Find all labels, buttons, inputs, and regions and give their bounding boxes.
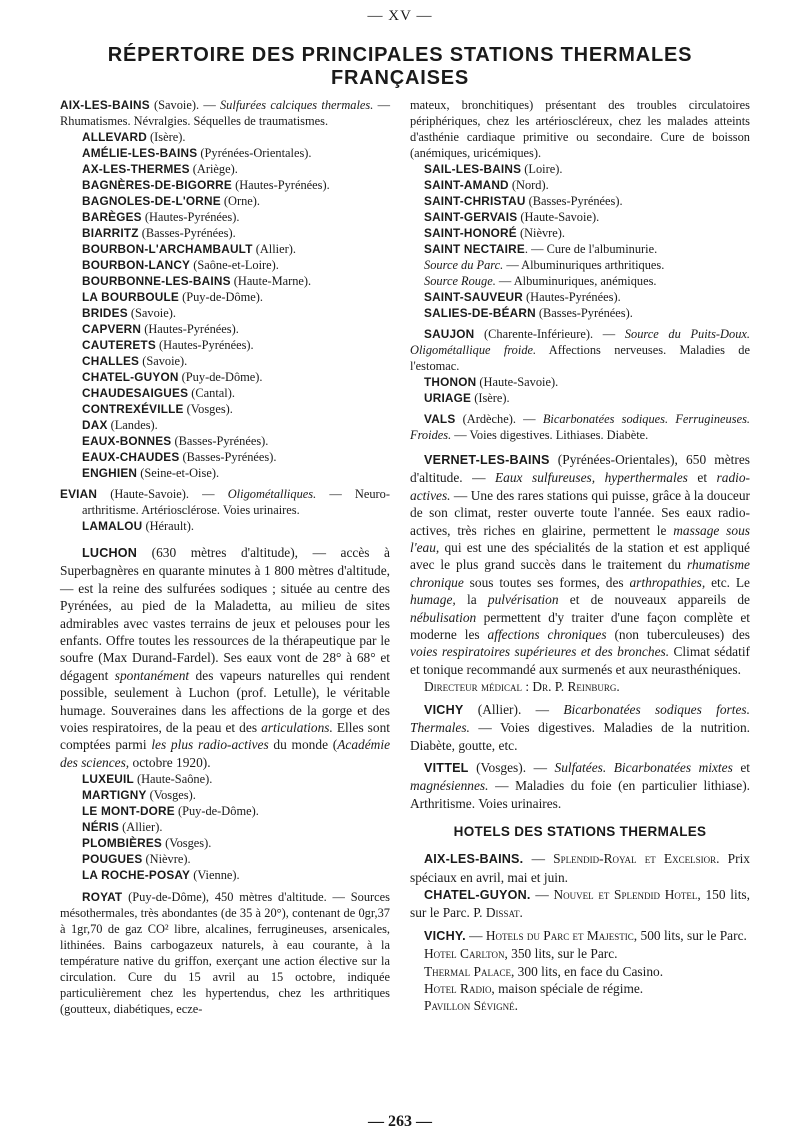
- list-item: [82, 401, 390, 417]
- entry-text: — Albuminuriques arthritiques.: [503, 258, 665, 272]
- entry-royat: [60, 889, 390, 1017]
- station-name: CHATEL-GUYON: [82, 370, 179, 384]
- entry-italic: Académie des sciences,: [60, 737, 391, 770]
- station-region: (Landes).: [107, 418, 158, 432]
- station-list-4: [410, 289, 750, 321]
- station-region: (Allier).: [252, 242, 296, 256]
- list-item: [82, 465, 390, 481]
- station-name: BOURBON-L'ARCHAMBAULT: [82, 242, 253, 256]
- hotel-name: Hotel Radio,: [424, 980, 495, 996]
- hotel-name: Pavillon Sévigné.: [424, 998, 518, 1014]
- station-name: BAGNOLES-DE-L'ORNE: [82, 194, 221, 208]
- hotel-chatel-guyon: [410, 886, 750, 922]
- station-name: CHAUDESAIGUES: [82, 386, 189, 400]
- station-name: AIX-LES-BAINS: [60, 98, 150, 112]
- entry-text: (Haute-Savoie). —: [97, 487, 228, 501]
- station-name: BRIDES: [82, 306, 128, 320]
- station-list-3: [410, 161, 750, 257]
- entry-text: . — Cure de l'albuminurie.: [524, 242, 658, 256]
- entry-italic: nébulisation: [410, 609, 477, 625]
- hotel-aix-les-bains: [410, 850, 750, 886]
- station-name: CAUTERETS: [82, 338, 156, 352]
- water-type: Bicarbonatées sodiques fortes. Thermales.: [410, 701, 750, 736]
- director-line: Directeur médical : Dr. P. Reinburg.: [424, 679, 620, 695]
- station-name: LE MONT-DORE: [82, 804, 175, 819]
- station-name: AX-LES-THERMES: [82, 162, 190, 176]
- station-region: (Basses-Pyrénées).: [138, 226, 236, 240]
- list-item: [82, 209, 390, 225]
- list-item: [82, 241, 390, 257]
- station-region: (Hérault).: [142, 519, 194, 533]
- list-item: [82, 225, 390, 241]
- list-item: [424, 193, 750, 209]
- station-name: AIX-LES-BAINS.: [424, 852, 524, 867]
- station-region: (Hautes-Pyrénées).: [522, 290, 621, 304]
- hotel-name: Hotel Carlton,: [424, 946, 508, 962]
- station-name: SAINT NECTAIRE: [424, 242, 525, 256]
- station-region: (Basses-Pyrénées).: [171, 434, 269, 448]
- entry-text: des vapeurs naturelles qui rendent possible, seulement à Luchon (prof. Letulle), le véritable humage. Souveraines dans les affections de la gorge et des voies respiratoires, de la peau et des: [60, 667, 390, 736]
- entry-text: sous toutes ses formes, des: [463, 574, 630, 590]
- roman-page-number: — XV —: [367, 8, 433, 24]
- station-region: (Loire).: [521, 162, 563, 176]
- station-name: URIAGE: [424, 391, 472, 405]
- entry-italic: rhumatisme chronique: [410, 557, 750, 590]
- station-region: (Vosges).: [162, 836, 212, 851]
- station-name: BOURBONNE-LES-BAINS: [82, 274, 231, 288]
- hotels-section-title: HOTELS DES STATIONS THERMALES: [453, 824, 707, 840]
- station-region: (Puy-de-Dôme).: [178, 370, 263, 384]
- page-title: [60, 44, 740, 90]
- entry-text: qui est une des spécialités de la station et est appliqué avec le plus grand succès dans le traitement du: [410, 540, 750, 573]
- entry-italic: radio-actives.: [410, 470, 751, 503]
- title-line-2: FRANÇAISES: [330, 67, 469, 89]
- entry-italic: voies respiratoires supérieures et des bronches.: [410, 644, 670, 660]
- entry-source-rouge: [410, 273, 750, 289]
- station-name: AMÉLIE-LES-BAINS: [82, 146, 198, 160]
- entry-text: —: [465, 927, 486, 943]
- water-type: Source du Puits-Doux. Oligométallique froide.: [410, 327, 750, 357]
- list-item: [82, 803, 390, 819]
- proprietor-name: Dissat.: [485, 905, 523, 921]
- list-item: [82, 289, 390, 305]
- station-name: VICHY.: [424, 928, 466, 943]
- station-name: SAINT-AMAND: [424, 178, 509, 192]
- list-item: [82, 787, 390, 803]
- station-name: SAINT-HONORÉ: [424, 226, 517, 240]
- station-region: (Ariège).: [189, 162, 238, 176]
- station-region: (Orne).: [220, 194, 261, 208]
- station-name: EAUX-CHAUDES: [82, 450, 180, 464]
- list-item: [424, 390, 750, 406]
- water-type: Oligométalliques.: [227, 487, 317, 501]
- entry-text: — Maladies du foie (en particulier lithiase). Arthritisme. Voies urinaires.: [410, 778, 750, 811]
- station-name: BARÈGES: [82, 210, 142, 224]
- entry-source-du-parc: [410, 257, 750, 273]
- list-item: [82, 177, 390, 193]
- entry-text: et de nouveaux appareils de: [558, 592, 751, 608]
- station-list-1: [60, 129, 390, 481]
- list-item: [82, 353, 390, 369]
- station-region: (Nord).: [508, 178, 549, 192]
- entry-italic: les plus radio-actives: [151, 737, 269, 753]
- water-type: magnésiennes.: [410, 778, 489, 794]
- station-name: CHATEL-GUYON.: [424, 887, 531, 902]
- list-item: [424, 209, 750, 225]
- station-name: CONTREXÉVILLE: [82, 402, 184, 416]
- station-name: LA BOURBOULE: [82, 290, 179, 304]
- list-item: [82, 385, 390, 401]
- hotel-name: Nouvel et Splendid Hotel,: [553, 886, 701, 902]
- right-column: [410, 97, 750, 1015]
- entry-text: Affections nerveuses. Maladies de l'estomac.: [410, 343, 750, 373]
- station-name: SAINT-GERVAIS: [424, 210, 518, 224]
- station-name: LA ROCHE-POSAY: [82, 868, 191, 883]
- page-number: — 263 —: [368, 1113, 432, 1130]
- station-region: (Savoie).: [139, 354, 188, 368]
- entry-text: (630 mètres d'altitude), — accès à Superbagnères en quarante minutes à 1 800 mètres d'altitude, — est la reine des sulfurées sodiques ; située au centre des Pyrénées, au pied de la Maladetta, au milieu de sites admirables avec vastes terrains de jeux et pelouses pour les enfants. Offre toutes les ressources de la thérapeutique par le soufre (Max Durand-Fardel). Ses eaux vont de 28° à 68° et dégagent: [60, 545, 390, 683]
- station-name: BOURBON-LANCY: [82, 258, 191, 272]
- entry-text: — Neuro-arthritisme. Artériosclérose. Voies urinaires.: [82, 487, 390, 517]
- station-name: EAUX-BONNES: [82, 434, 172, 448]
- water-type: Sulfurées calciques thermales.: [219, 98, 374, 112]
- list-item: [82, 305, 390, 321]
- entry-text: et: [732, 759, 750, 775]
- station-name: VALS: [424, 412, 456, 426]
- station-region: (Hautes-Pyrénées).: [141, 210, 240, 224]
- entry-text: —: [530, 886, 554, 902]
- hotel-thermal-palace: [410, 963, 750, 980]
- station-name: VITTEL: [424, 760, 469, 775]
- entry-vichy: [410, 701, 750, 754]
- list-item: [424, 305, 750, 321]
- station-name: SAIL-LES-BAINS: [424, 162, 522, 176]
- station-name: CAPVERN: [82, 322, 142, 336]
- entry-text: (non tuberculeuses) des: [606, 627, 750, 643]
- station-region: (Isère).: [471, 391, 510, 405]
- water-type: Sulfatées. Bicarbonatées mixtes: [554, 759, 733, 775]
- hotel-radio: [410, 980, 750, 997]
- list-item: [424, 161, 750, 177]
- station-name: THONON: [424, 375, 477, 389]
- source-name: Source du Parc.: [424, 258, 504, 272]
- entry-italic: spontanément: [114, 667, 190, 683]
- station-name: SALIES-DE-BÉARN: [424, 306, 536, 320]
- hotel-name: Hotels du Parc et Majestic,: [485, 927, 638, 943]
- hotel-name: Thermal Palace,: [424, 963, 515, 979]
- list-item: [82, 145, 390, 161]
- entry-text: (Puy-de-Dôme), 450 mètres d'altitude. — Sources mésothermales, très abondantes (de 35 à 20°), contenant de 0gr,37 à 1gr,70 de gaz CO² libre, alcalines, ferrugineuses, arsenicales, lithinées. Bains carbogazeux naturels, à eau courante, à la température native du griffon, exerçant une action élective sur la circulation. Cure du 15 avril au 15 octobre, indiquée particulièrement chez les hypertendus, chez les arthritiques (goutteux, diabétiques, ecze-: [60, 890, 390, 1017]
- list-item: [82, 417, 390, 433]
- station-region: (Haute-Saône).: [133, 772, 213, 787]
- entry-saint-nectaire: [424, 241, 750, 257]
- list-item: [82, 161, 390, 177]
- left-column: [60, 97, 390, 1017]
- list-item: [82, 819, 390, 835]
- list-item: [424, 225, 750, 241]
- station-name: LUXEUIL: [82, 772, 134, 787]
- entry-text: et: [687, 470, 717, 486]
- entry-text: octobre 1920).: [129, 754, 211, 770]
- station-region: (Allier).: [119, 820, 163, 835]
- entry-italic: articulations.: [261, 720, 333, 736]
- station-name: NÉRIS: [82, 820, 120, 835]
- station-name: LAMALOU: [82, 519, 143, 533]
- list-item: [82, 273, 390, 289]
- list-item: [82, 257, 390, 273]
- station-name: PLOMBIÈRES: [82, 836, 162, 851]
- station-list-2: [60, 771, 390, 883]
- entry-text: la: [455, 592, 488, 608]
- station-name: ENGHIEN: [82, 466, 138, 480]
- list-item: [82, 867, 390, 883]
- station-region: (Hautes-Pyrénées).: [231, 178, 330, 192]
- entry-italic: arthropathies,: [629, 574, 706, 590]
- station-name: ROYAT: [82, 890, 123, 905]
- station-region: (Haute-Savoie).: [517, 210, 600, 224]
- entry-text: — Albuminuriques, anémiques.: [495, 274, 657, 288]
- list-item: [82, 369, 390, 385]
- entry-evian: [60, 486, 390, 518]
- list-item: [82, 129, 390, 145]
- entry-text: du monde (: [268, 737, 338, 753]
- station-region: (Savoie).: [127, 306, 176, 320]
- entry-text: (Savoie). —: [149, 98, 220, 112]
- station-region: (Saône-et-Loire).: [190, 258, 279, 272]
- station-region: (Cantal).: [188, 386, 235, 400]
- hotel-vichy: [410, 927, 750, 945]
- entry-text: (Ardèche). —: [455, 412, 543, 426]
- station-region: (Basses-Pyrénées).: [525, 194, 623, 208]
- station-list-5: [410, 374, 750, 406]
- station-region: (Vienne).: [190, 868, 240, 883]
- station-region: (Hautes-Pyrénées).: [155, 338, 254, 352]
- entry-text: 150 lits, sur le Parc. P.: [410, 886, 750, 921]
- station-region: (Basses-Pyrénées).: [535, 306, 633, 320]
- entry-text: permettent d'y traiter d'une façon complète et moderne les: [410, 609, 750, 643]
- entry-text: maison spéciale de régime.: [494, 980, 644, 996]
- station-name: CHALLES: [82, 354, 140, 368]
- water-type: Bicarbonatées sodiques. Ferrugineuses. Froides.: [410, 412, 750, 442]
- entry-text: — Voies digestives. Lithiases. Diabète.: [451, 428, 649, 442]
- entry-text: 350 lits, sur le Parc.: [507, 946, 618, 962]
- entry-vals: [410, 411, 750, 443]
- station-region: (Nièvre).: [516, 226, 566, 240]
- list-item: [82, 851, 390, 867]
- entry-italic: affections chroniques: [487, 627, 607, 643]
- list-item: [82, 771, 390, 787]
- station-region: (Haute-Savoie).: [476, 375, 559, 389]
- list-item: [424, 177, 750, 193]
- entry-text: Prix spéciaux en avril, mai et juin.: [410, 851, 750, 885]
- entry-text: — Une des rares stations qui puisse, grâce à la douceur de son climat, rester ouverte toute l'année. Ses eaux radio-actives, très riches en glairine, permettent le: [410, 487, 750, 538]
- entry-text: (Allier). —: [463, 701, 564, 717]
- entry-text: (Vosges). —: [468, 759, 555, 775]
- source-name: Source Rouge.: [424, 274, 496, 288]
- station-name: MARTIGNY: [82, 788, 147, 803]
- station-region: (Puy-de-Dôme).: [174, 804, 259, 819]
- list-item: [82, 321, 390, 337]
- entry-italic: humage,: [410, 592, 456, 608]
- hotel-name: Splendid-Royal et Excelsior.: [553, 851, 720, 867]
- list-item: [82, 449, 390, 465]
- hotel-pavillon-sevigne: [410, 997, 750, 1014]
- entry-text: Elles sont comptées parmi: [60, 720, 391, 753]
- station-region: (Pyrénées-Orientales).: [197, 146, 312, 160]
- station-name: EVIAN: [60, 487, 98, 501]
- station-region: (Vosges).: [146, 788, 196, 803]
- list-item: [424, 289, 750, 305]
- station-region: (Seine-et-Oise).: [137, 466, 220, 480]
- station-name: VERNET-LES-BAINS: [424, 453, 550, 467]
- list-item: [82, 193, 390, 209]
- station-name: SAUJON: [424, 327, 475, 341]
- station-region: (Nièvre).: [142, 852, 191, 867]
- entry-lamalou: [60, 518, 390, 534]
- list-item: [82, 835, 390, 851]
- entry-text: (Pyrénées-Orientales), 650 mètres d'altitude. —: [410, 452, 750, 486]
- entry-italic: Eaux sulfureuses, hyperthermales: [494, 470, 688, 486]
- station-name: ALLEVARD: [82, 130, 147, 144]
- entry-text: etc. Le: [705, 574, 750, 590]
- station-region: (Haute-Marne).: [230, 274, 312, 288]
- entry-aix-les-bains: [60, 97, 390, 129]
- station-region: (Basses-Pyrénées).: [179, 450, 277, 464]
- list-item: [82, 433, 390, 449]
- entry-text: 300 lits, en face du Casino.: [514, 963, 664, 979]
- entry-text: — Rhumatismes. Névralgies. Séquelles de traumatismes.: [60, 98, 390, 128]
- entry-vernet-les-bains: [410, 451, 750, 678]
- list-item: [82, 337, 390, 353]
- entry-vittel: [410, 759, 750, 812]
- title-line-1: RÉPERTOIRE DES PRINCIPALES STATIONS THERMALES: [107, 44, 693, 66]
- station-name: VICHY: [424, 702, 464, 717]
- station-region: (Isère).: [146, 130, 186, 144]
- entry-italic: massage sous l'eau,: [410, 522, 750, 556]
- station-name: POUGUES: [82, 852, 143, 867]
- entry-text: Climat sédatif et tonique recommandé aux surmenés et aux neurasthéniques.: [410, 644, 750, 677]
- station-name: BAGNÈRES-DE-BIGORRE: [82, 178, 232, 192]
- entry-italic: pulvérisation: [487, 592, 559, 608]
- station-name: LUCHON: [82, 546, 138, 560]
- entry-text: (Charente-Inférieure). —: [474, 327, 625, 341]
- entry-royat-continued: mateux, bronchitiques) présentant des troubles circulatoires périphériques, chez les artérioscléreux, chez les malades atteints d'asthénie cardiaque primitive ou secondaire. Cure de boisson (anémiques, uricémiques).: [410, 98, 750, 160]
- station-name: BIARRITZ: [82, 226, 139, 240]
- entry-luchon: [60, 544, 390, 771]
- station-name: DAX: [82, 418, 108, 432]
- hotel-carlton: [410, 945, 750, 962]
- entry-saujon: [410, 326, 750, 374]
- entry-text: —: [523, 851, 554, 867]
- entry-text: 500 lits, sur le Parc.: [637, 927, 747, 943]
- station-region: (Hautes-Pyrénées).: [141, 322, 239, 336]
- entry-text: — Voies digestives. Maladies de la nutrition. Diabète, goutte, etc.: [410, 720, 750, 753]
- station-name: SAINT-SAUVEUR: [424, 290, 523, 304]
- station-name: SAINT-CHRISTAU: [424, 194, 526, 208]
- station-region: (Vosges).: [183, 402, 233, 416]
- station-region: (Puy-de-Dôme).: [179, 290, 263, 304]
- list-item: [424, 374, 750, 390]
